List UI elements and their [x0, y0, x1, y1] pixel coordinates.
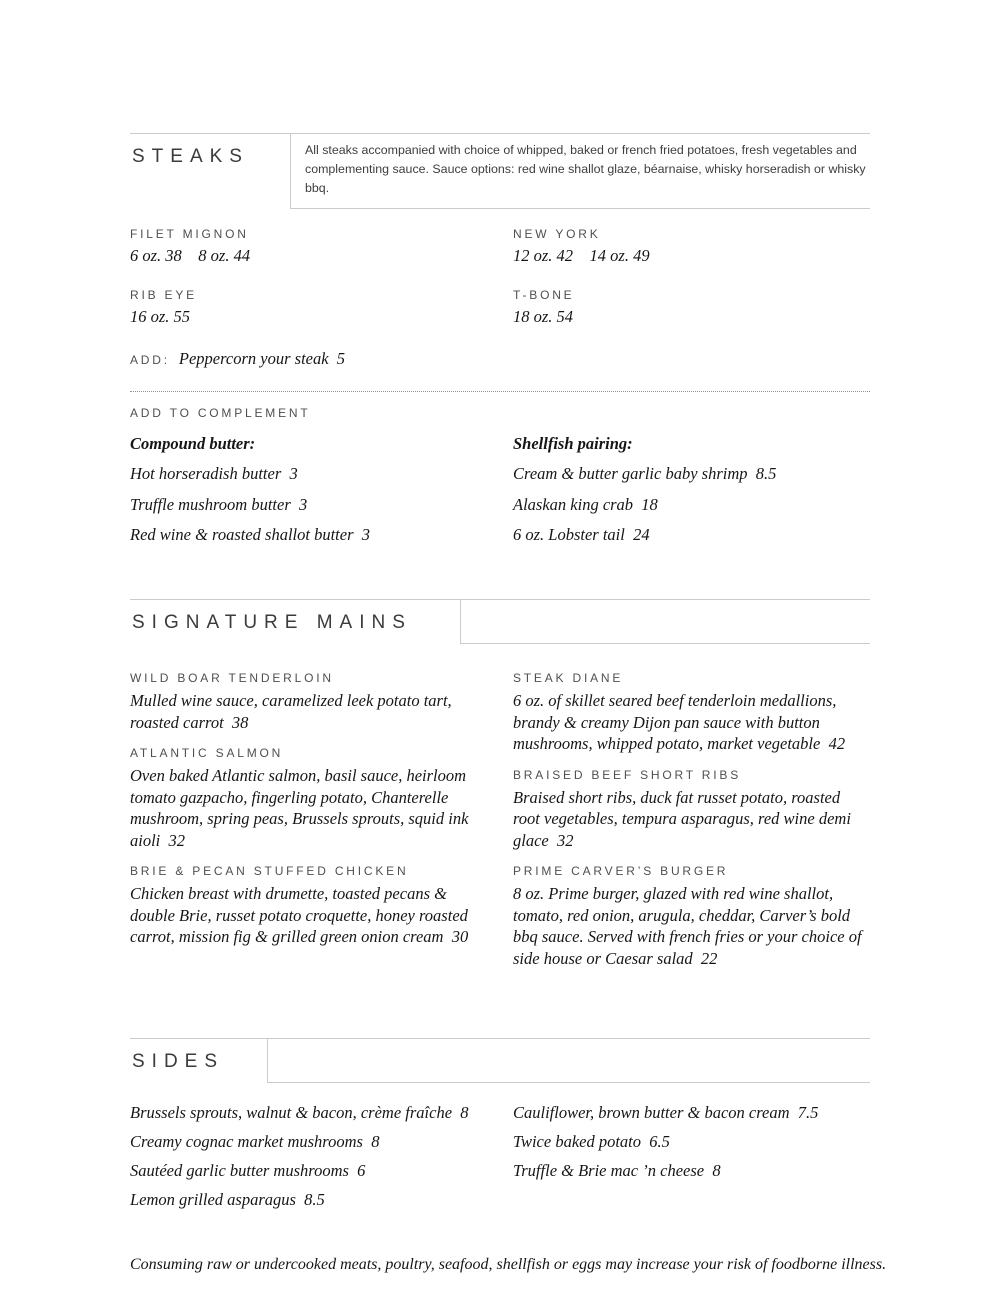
- complement-item: Truffle mushroom butter 3: [130, 494, 308, 514]
- item-description: Chicken breast with drumette, toasted pecans & double Brie, russet potato croquette, honey roasted carrot, mission fig & grilled green onion cream 30: [130, 884, 473, 947]
- steaks-note: All steaks accompanied with choice of whipped, baked or french fried potatoes, fresh vegetables and complementing sauce. Sauce options: red wine shallot glaze, béarnaise, whisky horseradish or whisky bbq.: [305, 143, 866, 196]
- item-description: Oven baked Atlantic salmon, basil sauce, heirloom tomato gazpacho, fingerling potato, Chanterelle mushroom, spring peas, Brussels sprouts, squid ink aioli 32: [130, 766, 473, 850]
- item-detail: 12 oz. 42 14 oz. 49: [513, 245, 650, 265]
- complement-columns: [130, 420, 870, 546]
- complement-right-column: [513, 420, 870, 546]
- item-name: PRIME CARVER’S BURGER: [513, 864, 729, 879]
- complement-section: [130, 406, 870, 546]
- mains-section: [130, 599, 870, 982]
- steaks-left-column: [130, 227, 513, 349]
- complement-item: Hot horseradish butter 3: [130, 464, 298, 484]
- menu-item-filet-mignon: [130, 227, 475, 266]
- item-detail: 6 oz. 38 8 oz. 44: [130, 245, 251, 265]
- mains-header: [130, 599, 870, 644]
- menu-item-prime-carvers-burger: [513, 864, 870, 969]
- menu-item-new-york: [513, 227, 870, 266]
- steaks-note-cell: [291, 134, 870, 209]
- steaks-section: [130, 133, 870, 369]
- item-name: WILD BOAR TENDERLOIN: [130, 671, 334, 686]
- mains-header-rule-cell: [461, 600, 870, 644]
- sides-left-column: [130, 1103, 513, 1219]
- menu-item-braised-beef-short-ribs: [513, 768, 870, 852]
- shellfish-pairing-heading: Shellfish pairing:: [513, 433, 633, 453]
- menu-item-atlantic-salmon: [130, 746, 475, 851]
- complement-item: Alaskan king crab 18: [513, 494, 658, 514]
- add-label: ADD:: [130, 352, 170, 367]
- item-description: 8 oz. Prime burger, glazed with red wine shallot, tomato, red onion, arugula, cheddar, Carver’s bold bbq sauce. Served with french fries or your choice of side house or Caesar salad 22: [513, 884, 866, 968]
- complement-item: Red wine & roasted shallot butter 3: [130, 525, 370, 545]
- sides-header-rule-cell: [268, 1039, 870, 1083]
- complement-item: 6 oz. Lobster tail 24: [513, 525, 650, 545]
- side-item: Cauliflower, brown butter & bacon cream 7.5: [513, 1103, 819, 1123]
- side-item: Lemon grilled asparagus 8.5: [130, 1190, 325, 1210]
- steaks-header: [130, 133, 870, 209]
- item-name: ATLANTIC SALMON: [130, 746, 284, 761]
- menu-item-brie-pecan-stuffed-chicken: [130, 864, 475, 948]
- side-item: Twice baked potato 6.5: [513, 1132, 670, 1152]
- foodborne-illness-disclaimer: Consuming raw or undercooked meats, poultry, seafood, shellfish or eggs may increase your risk of foodborne illness.: [130, 1256, 887, 1274]
- add-item: Peppercorn your steak 5: [178, 348, 346, 368]
- item-description: Braised short ribs, duck fat russet potato, roasted root vegetables, tempura asparagus, red wine demi glace 32: [513, 787, 856, 850]
- item-name: BRIE & PECAN STUFFED CHICKEN: [130, 864, 409, 879]
- sides-title-cell: [130, 1039, 268, 1083]
- item-detail: 18 oz. 54: [513, 306, 574, 326]
- mains-columns: [130, 671, 870, 982]
- item-name: T-BONE: [513, 287, 575, 302]
- steaks-right-column: [513, 227, 870, 349]
- mains-title: SIGNATURE MAINS: [132, 612, 412, 634]
- menu-item-t-bone: [513, 288, 870, 327]
- item-description: 6 oz. of skillet seared beef tenderloin medallions, brandy & creamy Dijon pan sauce with button mushrooms, whipped potato, market vegetable 42: [513, 691, 846, 754]
- sides-header: [130, 1038, 870, 1083]
- menu-item-wild-boar-tenderloin: [130, 671, 475, 733]
- item-name: BRAISED BEEF SHORT RIBS: [513, 767, 741, 782]
- steak-add-row: [130, 349, 870, 369]
- menu-item-steak-diane: [513, 671, 870, 755]
- steak-items: [130, 227, 870, 349]
- side-item: Creamy cognac market mushrooms 8: [130, 1132, 380, 1152]
- complement-title: ADD TO COMPLEMENT: [130, 405, 311, 420]
- side-item: Truffle & Brie mac ’n cheese 8: [513, 1161, 721, 1181]
- mains-left-column: [130, 671, 513, 982]
- sides-right-column: [513, 1103, 870, 1219]
- item-detail: 16 oz. 55: [130, 306, 191, 326]
- sides-columns: [130, 1103, 870, 1219]
- item-name: RIB EYE: [130, 287, 197, 302]
- side-item: Sautéed garlic butter mushrooms 6: [130, 1161, 366, 1181]
- side-item: Brussels sprouts, walnut & bacon, crème fraîche 8: [130, 1103, 469, 1123]
- item-name: NEW YORK: [513, 226, 601, 241]
- compound-butter-heading: Compound butter:: [130, 433, 256, 453]
- complement-left-column: [130, 420, 513, 546]
- steaks-title-cell: [130, 134, 291, 209]
- steaks-title: STEAKS: [132, 146, 249, 167]
- sides-title: SIDES: [132, 1051, 225, 1073]
- item-name: STEAK DIANE: [513, 671, 624, 686]
- menu-page: [130, 0, 887, 1274]
- item-description: Mulled wine sauce, caramelized leek potato tart, roasted carrot 38: [130, 691, 456, 732]
- item-name: FILET MIGNON: [130, 226, 249, 241]
- mains-right-column: [513, 671, 870, 982]
- menu-item-rib-eye: [130, 288, 475, 327]
- dotted-divider: [130, 391, 870, 392]
- sides-section: [130, 1038, 870, 1219]
- mains-title-cell: [130, 600, 461, 644]
- complement-item: Cream & butter garlic baby shrimp 8.5: [513, 464, 777, 484]
